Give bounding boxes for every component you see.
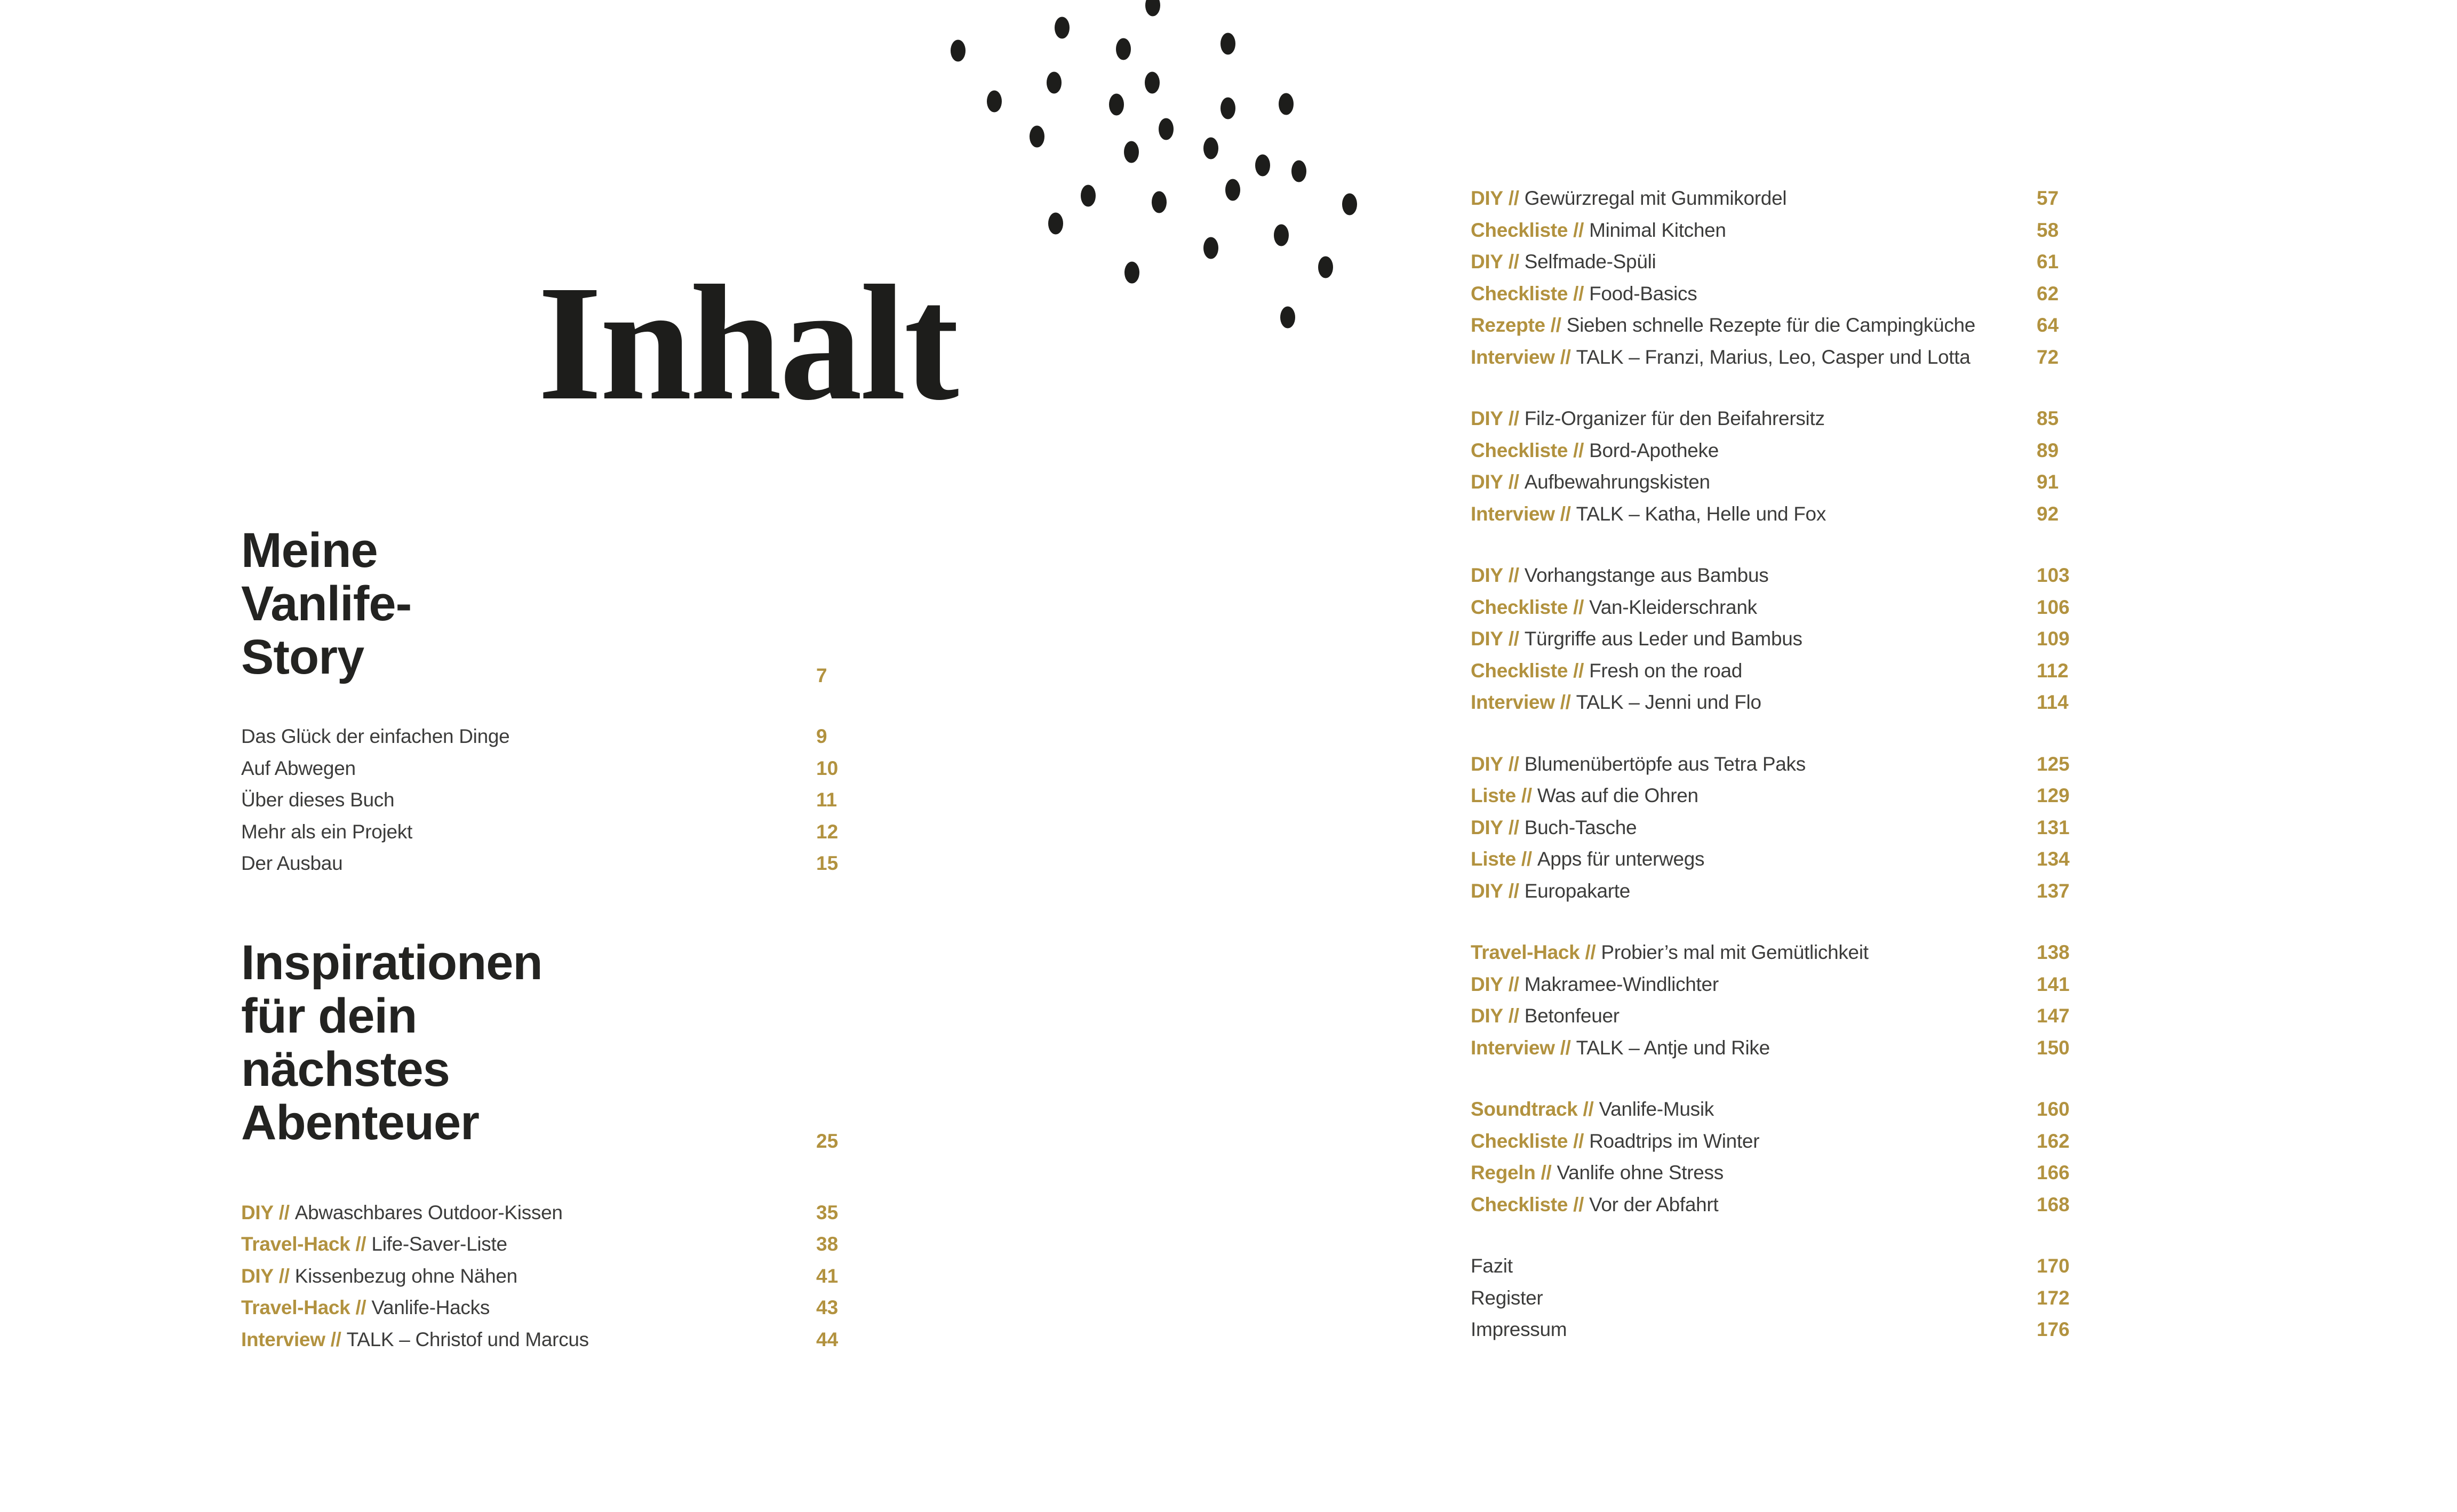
entry-separator: // [1560, 346, 1571, 368]
toc-entry [1471, 498, 2217, 530]
toc-entry [241, 1260, 961, 1292]
entry-category-label: Rezepte [1471, 314, 1545, 336]
toc-entry [1471, 559, 2217, 591]
section-heading-line: nächstes [241, 1042, 450, 1097]
entry-category-label: Checkliste [1471, 659, 1568, 682]
dot-icon [1047, 72, 1062, 94]
entry-title: Der Ausbau [241, 852, 343, 874]
entry-separator: // [355, 1233, 366, 1255]
entry-page-number: 89 [2037, 439, 2059, 461]
toc-entry [241, 721, 961, 753]
entry-page-number: 15 [816, 852, 839, 874]
entry-separator: // [1585, 941, 1596, 963]
entry-separator: // [1560, 691, 1571, 713]
entry-group [1471, 182, 2217, 373]
entry-page-number: 162 [2037, 1130, 2070, 1152]
entry-separator: // [1573, 596, 1584, 618]
entry-title: Auf Abwegen [241, 757, 356, 779]
entry-category-label: Checkliste [1471, 282, 1568, 305]
entry-title: Sieben schnelle Rezepte für die Campingküche [1566, 314, 1976, 336]
entry-separator: // [1573, 439, 1584, 461]
dot-icon [1342, 194, 1357, 215]
entry-page-number: 91 [2037, 471, 2059, 493]
entry-title: Das Glück der einfachen Dinge [241, 725, 510, 747]
entry-category-label: Liste [1471, 848, 1516, 870]
entry-category-label: DIY [1471, 187, 1503, 209]
entry-separator: // [355, 1297, 366, 1318]
entry-page-number: 168 [2037, 1193, 2070, 1215]
dot-icon [1220, 98, 1235, 119]
entry-title: Probier’s mal mit Gemütlichkeit [1601, 941, 1869, 963]
entry-separator: // [278, 1201, 290, 1223]
entry-title: Life-Saver-Liste [371, 1233, 507, 1255]
entry-category-label: DIY [1471, 816, 1503, 838]
entry-category-label: DIY [241, 1265, 274, 1287]
entry-category-label: Soundtrack [1471, 1098, 1578, 1120]
entry-page-number: 114 [2037, 691, 2069, 713]
dot-icon [1280, 307, 1295, 329]
entry-category-label: Travel-Hack [241, 1233, 350, 1255]
dot-icon [1159, 118, 1174, 140]
entry-page-number: 129 [2037, 785, 2070, 806]
entry-page-number: 141 [2037, 973, 2070, 995]
entry-title: TALK – Christof und Marcus [346, 1328, 589, 1350]
entry-page-number: 106 [2037, 596, 2070, 618]
toc-entry [1471, 875, 2217, 907]
entry-separator: // [1508, 753, 1519, 775]
dot-icon [1274, 225, 1289, 246]
entry-separator: // [1508, 187, 1519, 209]
entry-separator: // [1508, 471, 1519, 493]
entry-separator: // [1508, 564, 1519, 586]
dot-icon [1255, 155, 1270, 177]
entry-title: Selfmade-Spüli [1524, 251, 1656, 273]
toc-entry [1471, 466, 2217, 498]
entry-page-number: 72 [2037, 346, 2059, 368]
entry-page-number: 41 [816, 1265, 839, 1287]
entry-page-number: 160 [2037, 1098, 2070, 1120]
toc-entry [1471, 591, 2217, 623]
dot-icon [1225, 179, 1240, 201]
dot-icon [1124, 141, 1139, 163]
entry-title: Europakarte [1524, 879, 1631, 902]
toc-entry [1471, 623, 2217, 655]
dot-icon [1116, 38, 1131, 60]
entry-title: Gewürzregal mit Gummikordel [1524, 187, 1787, 209]
toc-entry [241, 1228, 961, 1260]
entry-separator: // [330, 1328, 341, 1350]
toc-entry [1471, 843, 2217, 875]
entry-title: Filz-Organizer für den Beifahrersitz [1524, 407, 1825, 429]
entry-title: Vanlife ohne Stress [1557, 1162, 1724, 1183]
entry-page-number: 103 [2037, 564, 2070, 586]
entry-group [1471, 403, 2217, 530]
entry-page-number: 12 [816, 820, 839, 843]
toc-entry [1471, 780, 2217, 812]
entry-page-number: 11 [816, 789, 837, 811]
entry-page-number: 35 [816, 1201, 839, 1223]
section-page-number: 7 [816, 665, 827, 686]
entry-title: Roadtrips im Winter [1589, 1130, 1760, 1152]
entry-page-number: 10 [816, 757, 839, 779]
toc-entry [241, 816, 961, 848]
entry-group [1471, 937, 2217, 1063]
entry-category-label: DIY [1471, 251, 1503, 273]
section-heading-line: Abenteuer [241, 1095, 479, 1150]
entry-separator: // [1573, 1130, 1584, 1152]
toc-entry [1471, 1157, 2217, 1189]
entry-separator: // [1508, 407, 1519, 429]
dot-icon [1124, 262, 1139, 284]
section-heading-line: für dein [241, 988, 417, 1043]
section-heading-line: Vanlife- [241, 577, 412, 631]
entry-category-label: DIY [1471, 628, 1503, 650]
entry-separator: // [1508, 816, 1519, 838]
dot-icon [1109, 94, 1124, 116]
entry-separator: // [1508, 879, 1519, 902]
entry-page-number: 131 [2037, 816, 2070, 838]
entry-separator: // [1521, 785, 1532, 806]
entry-category-label: DIY [1471, 753, 1503, 775]
entry-category-label: DIY [1471, 564, 1503, 586]
entry-page-number: 43 [816, 1297, 839, 1318]
entry-page-number: 147 [2037, 1005, 2070, 1027]
entry-page-number: 9 [816, 725, 827, 747]
entry-title: Impressum [1471, 1318, 1567, 1340]
entry-separator: // [278, 1265, 290, 1287]
entry-separator: // [1573, 659, 1584, 682]
dot-icon [1220, 33, 1235, 55]
toc-section [241, 936, 961, 1356]
toc-entry [1471, 812, 2217, 844]
entry-title: Van-Kleiderschrank [1589, 596, 1757, 618]
entry-page-number: 109 [2037, 628, 2070, 650]
toc-entry [1471, 686, 2217, 718]
dot-icon [987, 91, 1002, 113]
entry-title: Makramee-Windlichter [1524, 973, 1719, 995]
entry-title: Minimal Kitchen [1589, 219, 1726, 241]
dot-icon [1145, 0, 1160, 17]
entry-page-number: 138 [2037, 941, 2070, 963]
entry-separator: // [1508, 628, 1519, 650]
entry-title: Betonfeuer [1524, 1005, 1620, 1027]
dot-icon [1203, 237, 1218, 259]
entry-page-number: 61 [2037, 251, 2059, 273]
toc-entry [1471, 655, 2217, 687]
entry-page-number: 125 [2037, 753, 2070, 775]
toc-entry [1471, 309, 2217, 341]
dot-icon [951, 40, 966, 62]
entry-title: Register [1471, 1286, 1543, 1309]
toc-entry [241, 1197, 961, 1229]
entry-page-number: 112 [2037, 659, 2069, 682]
entry-title: Aufbewahrungskisten [1524, 471, 1710, 493]
section-entry-list [241, 721, 961, 879]
toc-entry [1471, 341, 2217, 373]
dot-icon [1081, 185, 1096, 207]
entry-separator: // [1573, 219, 1584, 241]
dot-icon [1203, 138, 1218, 159]
toc-entry [1471, 246, 2217, 278]
entry-category-label: DIY [1471, 1005, 1503, 1027]
entry-category-label: DIY [1471, 973, 1503, 995]
entry-category-label: Checkliste [1471, 439, 1568, 461]
entry-category-label: Interview [1471, 691, 1555, 713]
entry-category-label: Liste [1471, 785, 1516, 806]
entry-title: Was auf die Ohren [1537, 785, 1698, 806]
entry-category-label: Interview [1471, 346, 1555, 368]
entry-category-label: Checkliste [1471, 219, 1568, 241]
dot-icon [1055, 17, 1070, 39]
entry-title: Über dieses Buch [241, 789, 395, 811]
dot-icon [1318, 257, 1333, 278]
entry-separator: // [1560, 1036, 1571, 1059]
toc-entry [1471, 214, 2217, 246]
dot-icon [1152, 191, 1167, 213]
entry-title: Vorhangstange aus Bambus [1524, 564, 1769, 586]
entry-page-number: 44 [816, 1328, 839, 1350]
toc-entry [1471, 435, 2217, 467]
entry-title: Food-Basics [1589, 282, 1697, 305]
entry-title: Vanlife-Hacks [371, 1297, 490, 1318]
entry-page-number: 38 [816, 1233, 839, 1255]
toc-entry [1471, 1282, 2217, 1314]
left-column [241, 524, 961, 1355]
toc-entry [1471, 1250, 2217, 1282]
entry-page-number: 58 [2037, 219, 2059, 241]
entry-title: Fazit [1471, 1255, 1513, 1277]
entry-category-label: Checkliste [1471, 1130, 1568, 1152]
entry-page-number: 172 [2037, 1286, 2070, 1309]
dot-icon [1291, 161, 1306, 182]
entry-page-number: 92 [2037, 502, 2059, 525]
toc-entry [1471, 1314, 2217, 1346]
entry-group [1471, 1093, 2217, 1220]
entry-separator: // [1508, 251, 1519, 273]
dot-icon [1030, 126, 1044, 148]
entry-page-number: 85 [2037, 407, 2059, 429]
entry-title: TALK – Jenni und Flo [1576, 691, 1761, 713]
toc-entry [241, 784, 961, 816]
entry-page-number: 137 [2037, 879, 2070, 902]
page-title: Inhalt [538, 251, 957, 435]
section-heading-line: Inspirationen [241, 935, 543, 990]
entry-page-number: 176 [2037, 1318, 2070, 1340]
dot-icon [1048, 213, 1063, 235]
entry-category-label: DIY [1471, 879, 1503, 902]
section-heading-line: Story [241, 630, 364, 684]
toc-entry [1471, 748, 2217, 780]
entry-title: Mehr als ein Projekt [241, 820, 412, 843]
dot-icon [1279, 93, 1294, 115]
entry-title: Apps für unterwegs [1537, 848, 1705, 870]
entry-separator: // [1560, 502, 1571, 525]
entry-page-number: 57 [2037, 187, 2059, 209]
entry-page-number: 166 [2037, 1162, 2070, 1183]
entry-separator: // [1508, 973, 1519, 995]
toc-entry [1471, 278, 2217, 310]
toc-entry [1471, 969, 2217, 1001]
entry-category-label: DIY [241, 1201, 274, 1223]
entry-category-label: Regeln [1471, 1162, 1536, 1183]
entry-group [1471, 748, 2217, 907]
section-entry-list [241, 1197, 961, 1356]
entry-page-number: 134 [2037, 848, 2070, 870]
entry-page-number: 64 [2037, 314, 2059, 336]
entry-page-number: 170 [2037, 1255, 2070, 1277]
entry-category-label: Interview [1471, 502, 1555, 525]
toc-section [241, 524, 961, 879]
toc-entry [1471, 1125, 2217, 1157]
entry-group [1471, 1250, 2217, 1346]
entry-separator: // [1583, 1098, 1594, 1120]
entry-title: TALK – Antje und Rike [1576, 1036, 1770, 1059]
entry-title: Türgriffe aus Leder und Bambus [1524, 628, 1802, 650]
entry-title: Abwaschbares Outdoor-Kissen [294, 1201, 563, 1223]
toc-entry [1471, 1189, 2217, 1221]
right-column [1471, 182, 2217, 1375]
entry-title: Vor der Abfahrt [1589, 1193, 1719, 1215]
toc-entry [1471, 182, 2217, 214]
entry-separator: // [1541, 1162, 1552, 1183]
entry-group [1471, 559, 2217, 718]
entry-category-label: Interview [241, 1328, 325, 1350]
entry-separator: // [1521, 848, 1532, 870]
toc-entry [241, 753, 961, 785]
section-heading-line: Meine [241, 523, 378, 578]
toc-entry [241, 1292, 961, 1324]
entry-category-label: Travel-Hack [1471, 941, 1580, 963]
toc-entry [1471, 1032, 2217, 1064]
entry-category-label: DIY [1471, 407, 1503, 429]
entry-separator: // [1550, 314, 1561, 336]
toc-entry [1471, 937, 2217, 969]
entry-page-number: 150 [2037, 1036, 2070, 1059]
entry-title: Vanlife-Musik [1599, 1098, 1714, 1120]
toc-entry [1471, 403, 2217, 435]
entry-page-number: 62 [2037, 282, 2059, 305]
entry-title: Kissenbezug ohne Nähen [294, 1265, 517, 1287]
entry-category-label: DIY [1471, 471, 1503, 493]
entry-category-label: Checkliste [1471, 596, 1568, 618]
entry-title: Buch-Tasche [1524, 816, 1637, 838]
entry-separator: // [1508, 1005, 1519, 1027]
toc-entry [1471, 1000, 2217, 1032]
entry-separator: // [1573, 1193, 1584, 1215]
toc-entry [241, 847, 961, 879]
entry-category-label: Interview [1471, 1036, 1555, 1059]
dot-icon [1145, 72, 1160, 94]
toc-entry [241, 1324, 961, 1356]
entry-category-label: Travel-Hack [241, 1297, 350, 1318]
entry-title: TALK – Franzi, Marius, Leo, Casper und Lotta [1576, 346, 1971, 368]
entry-title: Bord-Apotheke [1589, 439, 1719, 461]
entry-title: TALK – Katha, Helle und Fox [1576, 502, 1826, 525]
entry-title: Fresh on the road [1589, 659, 1743, 682]
toc-entry [1471, 1093, 2217, 1125]
section-page-number: 25 [816, 1130, 839, 1152]
entry-title: Blumenübertöpfe aus Tetra Paks [1524, 753, 1806, 775]
entry-separator: // [1573, 282, 1584, 305]
entry-category-label: Checkliste [1471, 1193, 1568, 1215]
